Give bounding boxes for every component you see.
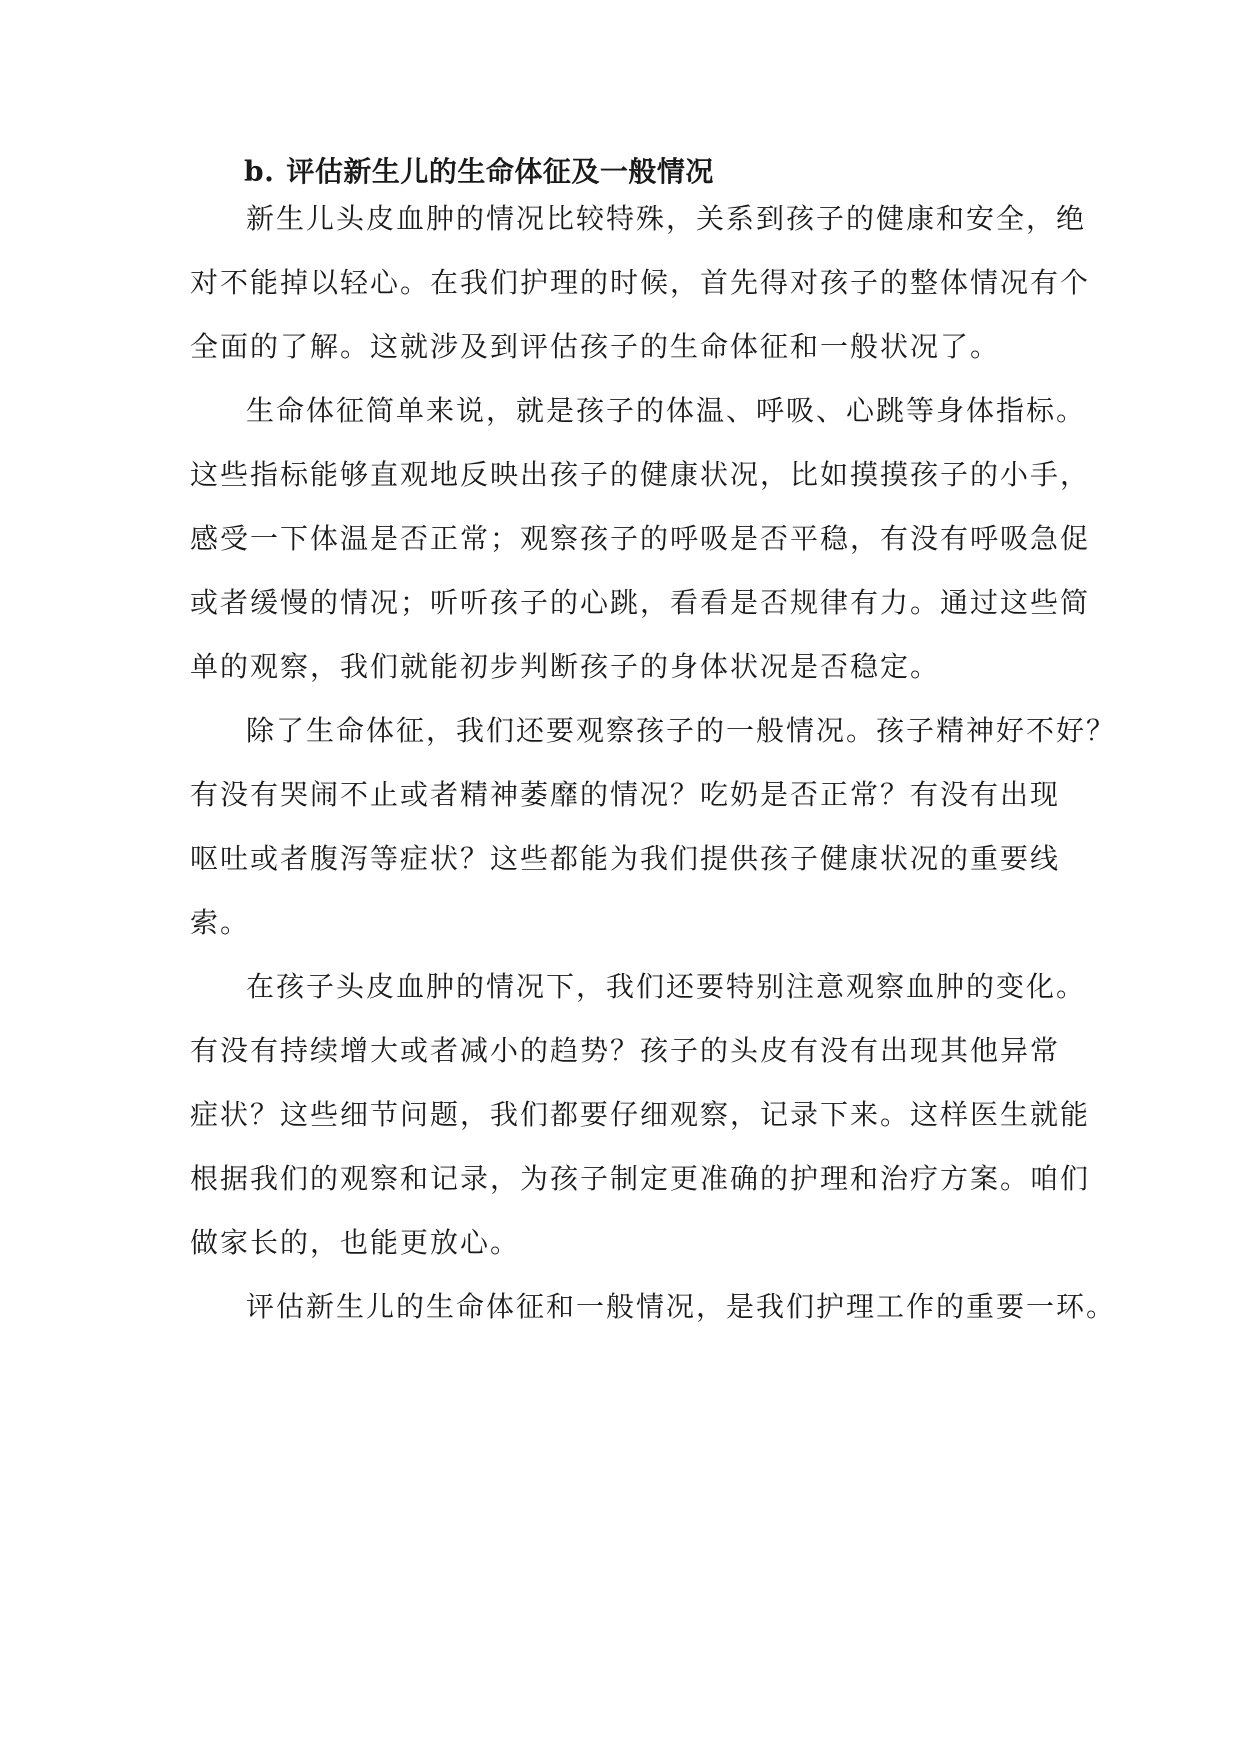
text-line: 除了生命体征，我们还要观察孩子的一般情况。孩子精神好不好？ (246, 714, 1117, 747)
text-line: 做家长的，也能更放心。 (190, 1226, 521, 1259)
text-line: 索。 (190, 906, 251, 939)
text-line: 单的观察，我们就能初步判断孩子的身体状况是否稳定。 (190, 650, 941, 683)
text-line: 或者缓慢的情况；听听孩子的心跳，看看是否规律有力。通过这些简 (190, 586, 1091, 619)
text-line: 评估新生儿的生命体征和一般情况，是我们护理工作的重要一环。 (246, 1290, 1117, 1323)
section-title: 评估新生儿的生命体征及一般情况 (286, 155, 714, 188)
text-line: 感受一下体温是否正常；观察孩子的呼吸是否平稳，有没有呼吸急促 (190, 522, 1091, 555)
text-line: 全面的了解。这就涉及到评估孩子的生命体征和一般状况了。 (190, 330, 1001, 363)
section-heading (244, 146, 714, 198)
text-line: 这些指标能够直观地反映出孩子的健康状况，比如摸摸孩子的小手， (190, 458, 1091, 491)
text-line: 根据我们的观察和记录，为孩子制定更准确的护理和治疗方案。咱们 (190, 1162, 1091, 1195)
text-line: 对不能掉以轻心。在我们护理的时候，首先得对孩子的整体情况有个 (190, 266, 1091, 299)
text-line: 有没有哭闹不止或者精神萎靡的情况？吃奶是否正常？有没有出现 (190, 778, 1061, 811)
text-line: 症状？这些细节问题，我们都要仔细观察，记录下来。这样医生就能 (190, 1098, 1091, 1131)
section-marker: b. (244, 155, 275, 188)
text-line: 有没有持续增大或者减小的趋势？孩子的头皮有没有出现其他异常 (190, 1034, 1061, 1067)
text-line: 在孩子头皮血肿的情况下，我们还要特别注意观察血肿的变化。 (246, 970, 1087, 1003)
text-line: 呕吐或者腹泻等症状？这些都能为我们提供孩子健康状况的重要线 (190, 842, 1061, 875)
text-line: 生命体征简单来说，就是孩子的体温、呼吸、心跳等身体指标。 (246, 394, 1087, 427)
text-line: 新生儿头皮血肿的情况比较特殊，关系到孩子的健康和安全，绝 (246, 202, 1087, 235)
